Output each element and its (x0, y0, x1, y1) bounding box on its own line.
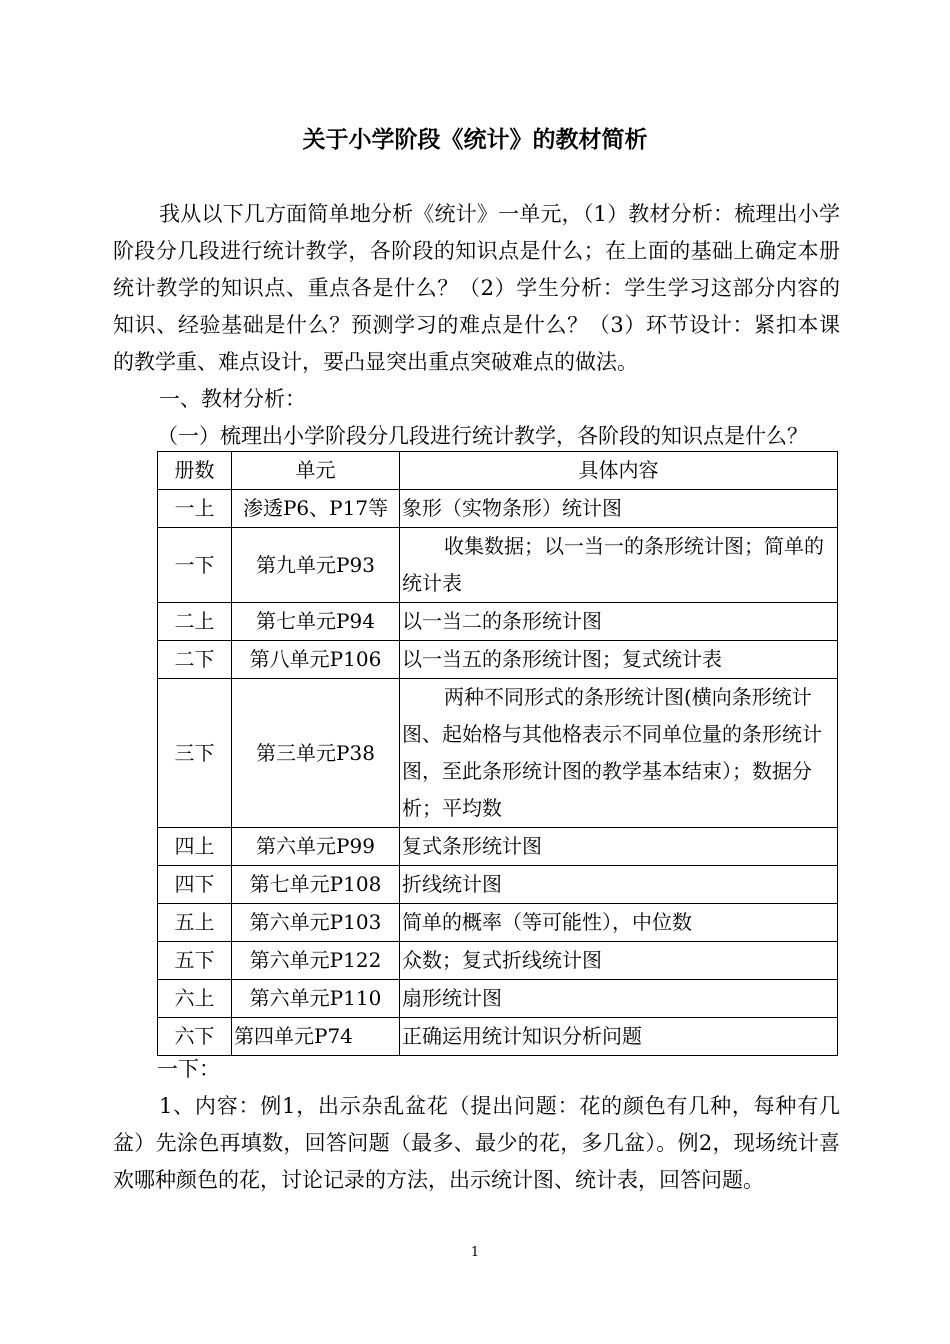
grade-cell: 五下 (158, 942, 232, 980)
table-row (158, 641, 838, 679)
grade-cell: 三下 (158, 679, 232, 828)
content-cell: 以一当五的条形统计图；复式统计表 (400, 641, 838, 679)
content-cell: 收集数据；以一当一的条形统计图；简单的统计表 (400, 528, 838, 603)
unit-cell: 第六单元P122 (232, 942, 400, 980)
section-heading: 一、教材分析： (159, 387, 306, 411)
unit-cell: 第九单元P93 (232, 528, 400, 603)
grade-cell: 四下 (158, 866, 232, 904)
table-row (158, 942, 838, 980)
header-content: 具体内容 (400, 452, 838, 490)
content-cell: 简单的概率（等可能性），中位数 (400, 904, 838, 942)
table-row (158, 828, 838, 866)
content-cell: 折线统计图 (400, 866, 838, 904)
grade-cell: 二下 (158, 641, 232, 679)
table-row (158, 679, 838, 828)
page-title: 关于小学阶段《统计》的教材简析 (302, 127, 648, 153)
grade-cell: 五上 (158, 904, 232, 942)
content-cell: 扇形统计图 (400, 980, 838, 1018)
section-label: 一下： (157, 1057, 220, 1081)
unit-cell: 第七单元P108 (232, 866, 400, 904)
page-number: 1 (470, 1245, 480, 1260)
table-row (158, 603, 838, 641)
subsection-heading: （一）梳理出小学阶段分几段进行统计教学，各阶段的知识点是什么？ (157, 424, 808, 448)
grade-cell: 六上 (158, 980, 232, 1018)
grade-cell: 一上 (158, 490, 232, 528)
unit-cell: 第八单元P106 (232, 641, 400, 679)
table-row (158, 1018, 838, 1056)
header-unit: 单元 (232, 452, 400, 490)
content-cell: 众数；复式折线统计图 (400, 942, 838, 980)
unit-cell: 第三单元P38 (232, 679, 400, 828)
content-cell: 象形（实物条形）统计图 (400, 490, 838, 528)
content-cell: 两种不同形式的条形统计图(横向条形统计图、起始格与其他格表示不同单位量的条形统计图，至此条形统计图的教学基本结束）；数据分析；平均数 (400, 679, 838, 828)
table-row (158, 866, 838, 904)
statistics-table (157, 451, 838, 1056)
table-row (158, 490, 838, 528)
grade-cell: 一下 (158, 528, 232, 603)
unit-cell: 第四单元P74 (232, 1018, 400, 1056)
header-grade: 册数 (158, 452, 232, 490)
table-row (158, 528, 838, 603)
grade-cell: 六下 (158, 1018, 232, 1056)
table-row (158, 904, 838, 942)
grade-cell: 四上 (158, 828, 232, 866)
unit-cell: 渗透P6、P17等 (232, 490, 400, 528)
intro-paragraph: 我从以下几方面简单地分析《统计》一单元，（1）教材分析：梳理出小学阶段分几段进行统计教学，各阶段的知识点是什么；在上面的基础上确定本册统计教学的知识点、重点各是什么？（2）学生分析：学生学习这部分内容的知识、经验基础是什么？预测学习的难点是什么？（3）环节设计：紧扣本课的教学重、难点设计，要凸显突出重点突破难点的做法。 (113, 202, 840, 374)
unit-cell: 第六单元P99 (232, 828, 400, 866)
grade-cell: 二上 (158, 603, 232, 641)
item-1-paragraph: 1、内容：例1，出示杂乱盆花（提出问题：花的颜色有几种，每种有几盆）先涂色再填数，回答问题（最多、最少的花，多几盆）。例2，现场统计喜欢哪种颜色的花，讨论记录的方法，出示统计图、统计表，回答问题。 (113, 1094, 840, 1192)
unit-cell: 第六单元P103 (232, 904, 400, 942)
unit-cell: 第七单元P94 (232, 603, 400, 641)
table-row (158, 980, 838, 1018)
content-cell: 以一当二的条形统计图 (400, 603, 838, 641)
content-cell: 复式条形统计图 (400, 828, 838, 866)
table-header-row (158, 452, 838, 490)
content-cell: 正确运用统计知识分析问题 (400, 1018, 838, 1056)
unit-cell: 第六单元P110 (232, 980, 400, 1018)
